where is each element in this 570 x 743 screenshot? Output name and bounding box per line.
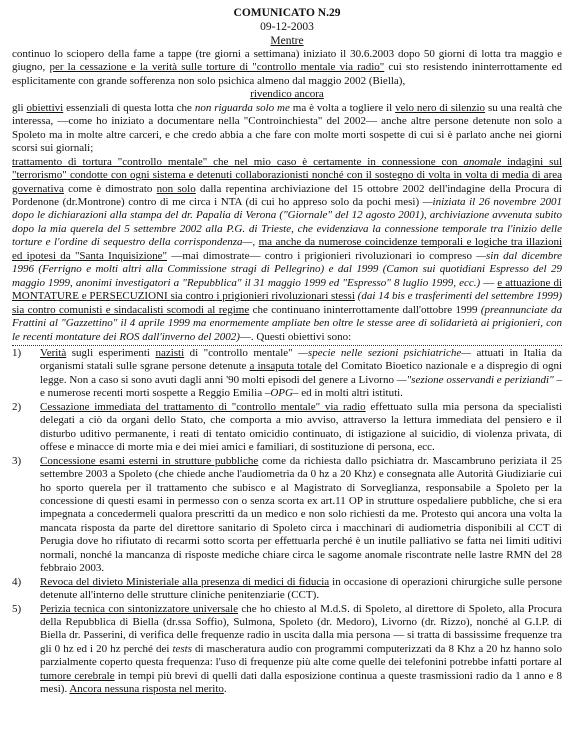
document-title: COMUNICATO N.29 [233, 7, 341, 19]
rivendico-heading: rivendico ancora [250, 88, 324, 101]
obj-text: (dai 14 bis e trasferimenti del settembre 1999) [354, 290, 562, 303]
item-span: effettuato sulla mia persona da specialisti delegati a ciò da organi dello Stato, che comporta a mio avviso, attraverso la lettura immediata del pensiero e il disturbo uditivo permanente, i reati di tentato omicidio continuato, di istigazione al suicidio, di violenza privata, di offese e minacce di morte mia e dei miei amici e familiari, di sostituzione di persona, ecc. [40, 400, 563, 454]
item-span: in tempi più brevi di quelli dati dalla esposizione continua a queste trasmissioni radio da 1 anno e 8 mesi). [40, 669, 563, 696]
obj-text: indagini sul "terrorismo" condotte con ogni sistema e detenuti collaborazionisti nonché con il sostegno di volta in volta di media di area governativa [12, 155, 563, 195]
item-text [40, 576, 562, 603]
obj-text: (preannunciate da Frattini al "Gazzettino" il 4 aprile 1999 ma enormemente ampliate ben oltre le stesse aree di solidarietà ai prigionieri, con le recenti montature dei ROS dall'inverno del 2002) [12, 303, 562, 343]
item-span: Concessione esami esterni in strutture pubbliche [40, 454, 259, 467]
obj-text: non riguarda solo me [194, 101, 290, 114]
item-span: che ho chiesto al M.d.S. di Spoleto, al direttore di Spoleto, alla Procura della Repubblica di Biella (dr.ssa Soffio), Sulmona, Spoleto (dr. Medoro), Livorno (dr. Rizzo), nonché al G.I.P. di Biella dr. Passerini, di verifica delle frequenze radio in uscita dalla mia persona — si tratta di bassissime frequenze tra gli 0 hz ed i 20 hz perché dei [40, 602, 562, 655]
obj-text: sia contro comunisti e sindacalisti scomodi al regime [12, 303, 250, 316]
item-span: sugli esperimenti [66, 346, 156, 359]
obj-text: trattamento di tortura "controllo mentale" che nel mio caso è certamente in connessione con [12, 155, 464, 168]
obj-text: su una realtà che interessa, —come ho iniziato a documentare nella "Controinchiesta" del 2002— anche altre persone detenute non solo a Spoleto ma in molte altre carceri, e che credo abbia a che fare con molte morti sospette di cui si è parlato anche nei giorni scorsi sui giornali; [12, 101, 562, 155]
obj-text: che continuano ininterrottamente dall'ottobre 1999 [249, 303, 481, 316]
intro-text-1: continuo lo sciopero della fame a tappe (tre giorni a settimana) iniziato il 30.6.2003 dopo 50 giorni di lotta tra maggio e giugno, [12, 48, 562, 74]
item-span: di mascheratura audio con programmi computerizzati da 8 Khz a 20 hz hanno solo parzialmente coperto questa frequenza: l'uso di frequenze più alte come quelle dei telefonini potrebbe infatti portare al [40, 642, 562, 669]
obj-text: obiettivi [26, 101, 64, 114]
item-span: di "controllo mentale" [184, 346, 299, 359]
item-span: —"sezione osservandi e periziandi" [396, 373, 554, 386]
item-number: 5) [12, 602, 22, 615]
obj-text: e attuazione di MONTATURE e PERSECUZIONI sia contro i prigionieri rivoluzionari stessi [12, 276, 563, 303]
obj-text: —. Questi obiettivi sono: [239, 330, 352, 343]
item-span: – e numerose recenti morti sospette a Reggio Emilia [40, 373, 563, 400]
item-number: 1) [12, 346, 22, 359]
item-span: —specie nelle sezioni psichiatriche— [298, 346, 472, 359]
item-span: del Comitato Bioetico nazionale e a dispregio di ogni legge. Non a caso si sono avuti dagli anni '90 molti episodi del genere a Livorno [40, 360, 562, 386]
obj-text: anomale [463, 155, 502, 168]
item-span: tests [172, 642, 192, 655]
list-item-3 [12, 455, 562, 576]
item-span: Revoca del divieto Ministeriale alla presenza di medici di fiducia [40, 575, 330, 588]
item-span: tumore cerebrale [40, 669, 115, 682]
item-number: 2) [12, 400, 22, 413]
item-number: 4) [12, 575, 22, 588]
obj-text: non solo [156, 182, 196, 195]
intro-text-3: cui sto resistendo ininterrottamente ed esplicitamente con grande sofferenza non solo psichica almeno dal maggio 2002 (Biella), [12, 61, 562, 87]
obj-text: ma è volta a togliere il [289, 101, 396, 114]
obj-text: dalla repentina archiviazione del 15 ottobre 2002 dell'indagine della Procura di Pordenone (dr.Montrone) contro di me circa i NTA (di cui ho appreso solo da pochi mesi) [12, 182, 562, 208]
torture-paragraph [12, 156, 562, 344]
item-span: Cessazione immediata del trattamento di "controllo mentale" via radio [40, 400, 366, 413]
obj-text: —sin dal dicembre 1996 (Ferrigno e molti altri alla Commissione stragi di Pellegrino) e dal 1999 (Camon sui quotidiani Espresso del 29 maggio 1999, anonimi investigatori a "Repubblica" il 31 maggio 1999 ed "Espresso" 8 luglio 1999, ecc.) [12, 249, 562, 289]
obj-text: — [480, 276, 498, 289]
item-text [40, 401, 562, 455]
obj-text: gli [12, 101, 27, 114]
item-span: a insaputa totale [249, 360, 322, 373]
mentre-heading: Mentre [270, 35, 304, 47]
intro-text-2: per la cessazione e la verità sulle torture di "controllo mentale via radio" [49, 61, 385, 74]
item-span: Perizia tecnica con sintonizzatore universale [40, 602, 238, 615]
item-span: . [223, 683, 227, 696]
dotted-separator [12, 345, 562, 346]
item-span: –OPG– [264, 387, 299, 400]
obj-text: velo nero di silenzio [395, 101, 486, 114]
list-item-4 [12, 576, 562, 603]
item-span: come da richiesta dallo psichiatra dr. Mascambruno periziata il 25 settembre 2003 a Spoleto (che chiede anche l'audiometria da 0 hz a 20 Khz) e consegnata alle Autorità Giudiziarie cui ho sporto querela per il trattamento che subisco e al Magistrato di Sorveglianza, responsabile a Spoleto per la concessione di questi esami in permesso con o senza scorta ex art.11 OP in strutture ospedaliere pubbliche, che si era impegnata a concedermeli qualora prescritti da un medico e non solo richiesti da me. Protesto qui ancora una volta la mancata risposta da parte del direttore sanitario di Spoleto circa i macchinari di audiometria disponibili al CCT di Perugia dove ho rifiutato di recarmi sotto scorta per effettuarla perché è un inutile palliativo se fatta nei limiti uditivi normali, nonché la mancanza di risposte mediche chiare circa le sagome anomale riscontrate nelle lastre RMN del 28 febbraio 2003. [40, 454, 562, 575]
item-text [40, 455, 562, 576]
list-item-1 [12, 347, 562, 401]
objectives-paragraph [12, 102, 562, 156]
obj-text: come è dimostrato [63, 182, 157, 195]
obj-text: —iniziata il 26 novembre 2001 dopo le dichiarazioni alla stampa del dr. Papalia di Verona ("Giornale" del 12 agosto 2001), archiviazione avvenuta subito dopo la mia querela del 5 settembre 2002 alla P.G. di Trieste, che evidenziava la connessione temporale tra l'inizio delle torture e l'ordine di sequestro della corrispondenza— [12, 195, 562, 249]
intro-paragraph [12, 48, 562, 88]
item-number: 3) [12, 454, 22, 467]
item-span: attuati in Italia da organismi statali sulle sgrane persone detenute [40, 346, 562, 373]
item-span: nazisti [155, 346, 185, 359]
item-span: Ancora nessuna risposta nel merito [69, 683, 224, 696]
item-text [40, 347, 562, 401]
item-text [40, 603, 562, 697]
item-span: in occasione di operazioni chirurgiche sulle persone detenute all'interno delle strutture cliniche penitenziarie (CCT). [40, 575, 562, 602]
document-date: 09-12-2003 [260, 21, 314, 33]
list-item-2 [12, 401, 562, 455]
item-span: Verità [40, 346, 67, 359]
obj-text: , [252, 236, 259, 249]
obj-text: essenziali di questa lotta che [63, 101, 195, 114]
list-item-5 [12, 603, 562, 697]
item-span: ed in molti altri istituti. [298, 387, 403, 400]
obj-text: ma anche da numerose coincidenze temporali e logiche tra illazioni ed ipotesi da "Santa Inquisizione" [12, 236, 563, 262]
obj-text: —mai dimostrate— contro i prigionieri rivoluzionari io compreso [167, 249, 477, 262]
